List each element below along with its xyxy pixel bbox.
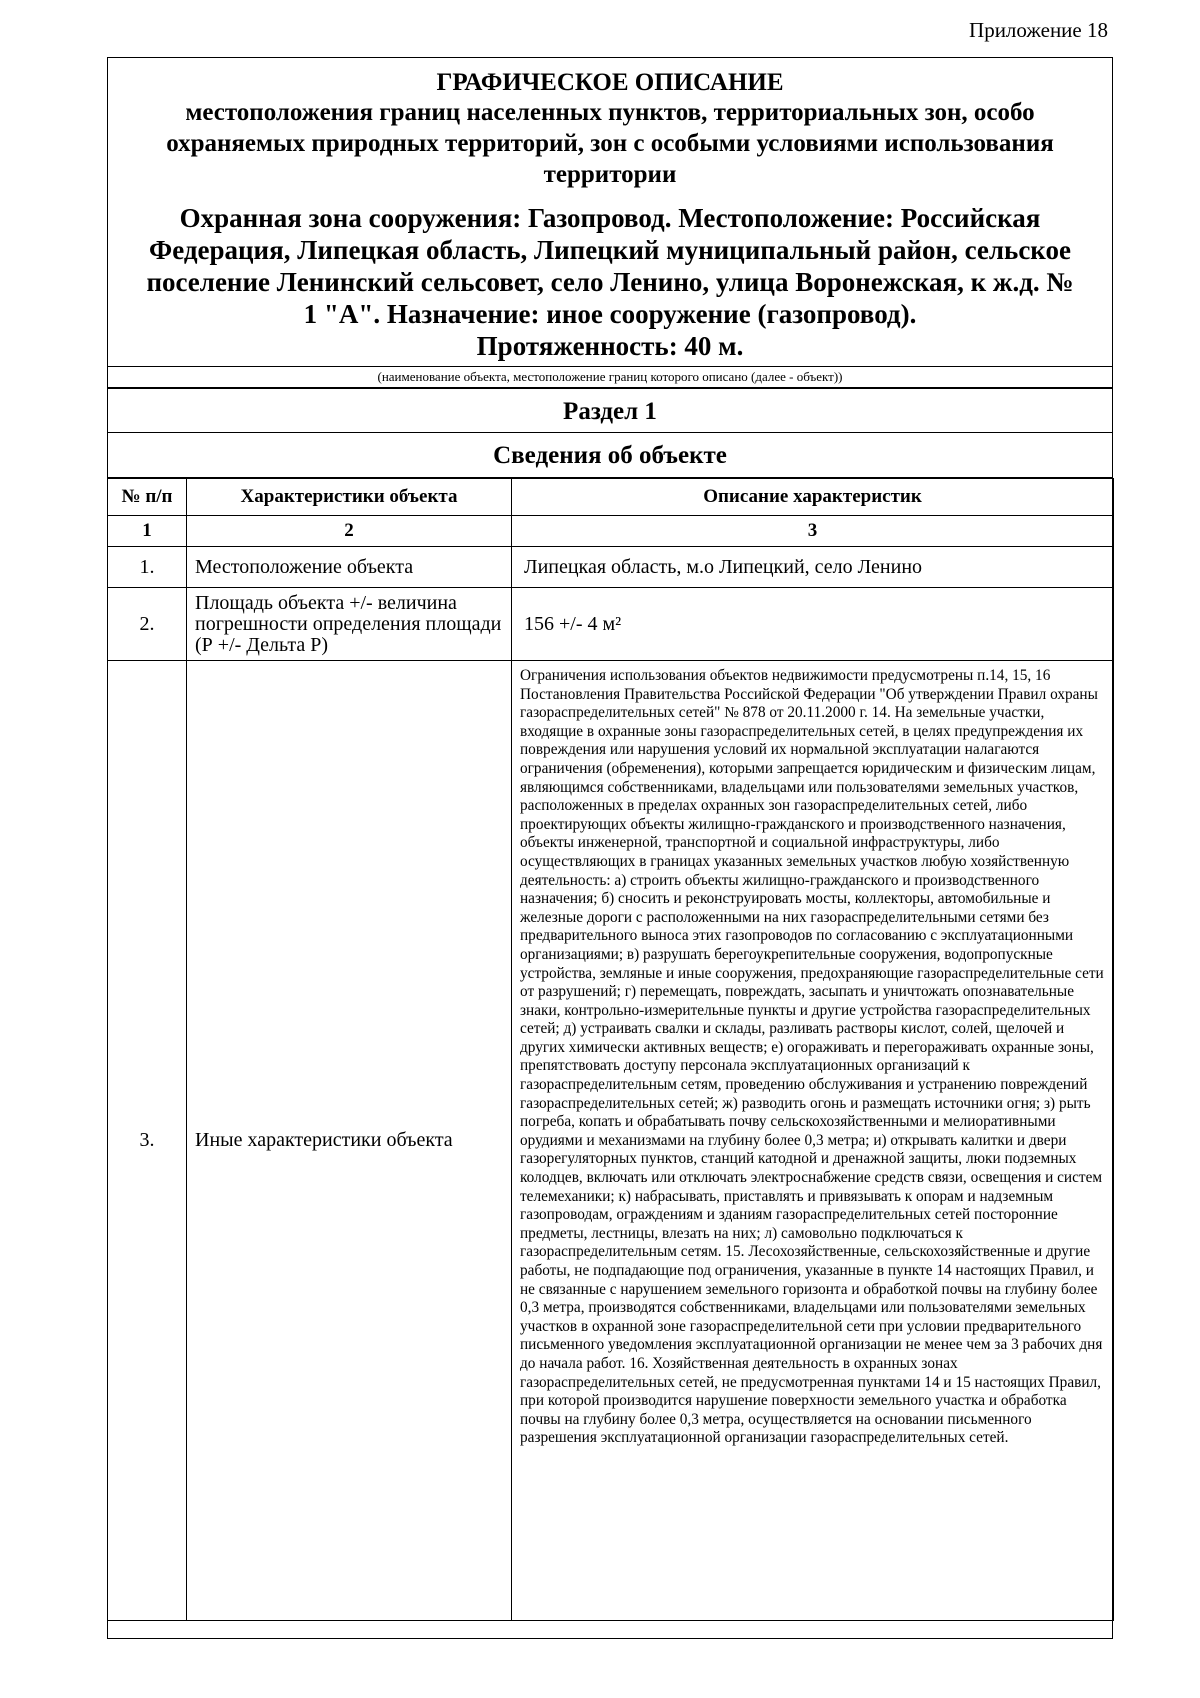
appendix-label: Приложение 18 [969, 18, 1108, 42]
object-length: Протяженность: 40 м. [476, 331, 744, 361]
row-num: 3. [108, 661, 187, 1621]
object-caption: (наименование объекта, местоположение границ которого описано (далее - объект)) [108, 366, 1112, 388]
row-value: Ограничения использования объектов недвижимости предусмотрены п.14, 15, 16 Постановления Правительства Российской Федерации "Об утверждении Правил охраны газораспределительных сетей" № 878 от 20.11.2000 г. 14. На земельные участки, входящие в охранные зоны газораспределительных сетей, в целях предупреждения их повреждения или нарушения условий их нормальной эксплуатации налагаются ограничения (обременения), которыми запрещается юридическим и физическим лицам, являющимся собственниками, владельцами или пользователями земельных участков, расположенных в пределах охранных зон газораспределительных сетей, либо проектирующих объекты жилищно-гражданского и производственного назначения, объекты инженерной, транспортной и социальной инфраструктуры, либо осуществляющих в границах указанных земельных участков любую хозяйственную деятельность: а) строить объекты жилищно-гражданского и производственного назначения; б) сносить и реконструировать мосты, коллекторы, автомобильные и железные дороги с расположенными на них газораспределительными сетями без предварительного выноса этих газопроводов по согласованию с эксплуатационными организациями; в) разрушать берегоукрепительные сооружения, водопропускные устройства, земляные и иные сооружения, предохраняющие газораспределительные сети от разрушений; г) перемещать, повреждать, засыпать и уничтожать опознавательные знаки, контрольно-измерительные пункты и другие устройства газораспределительных сетей; д) устраивать свалки и склады, разливать растворы кислот, солей, щелочей и других химически активных веществ; е) огораживать и перегораживать охранные зоны, препятствовать доступу персонала эксплуатационных организаций к газораспределительным сетям, проведению обслуживания и устранению повреждений газораспределительных сетей; ж) разводить огонь и размещать источники огня; з) рыть погреба, копать и обрабатывать почву сельскохозяйственными и мелиоративными орудиями и механизмами на глубину более 0,3 метра; и) открывать калитки и двери газорегуляторных пунктов, станций катодной и дренажной защиты, люки подземных колодцев, включать или отключать электроснабжение средств связи, освещения и систем телемеханики; к) набрасывать, приставлять и привязывать к опорам и надземным газопроводам, ограждениям и зданиям газораспределительных сетей посторонние предметы, лестницы, влезать на них; л) самовольно подключаться к газораспределительным сетям. 15. Лесохозяйственные, сельскохозяйственные и другие работы, не подпадающие под ограничения, указанные в пункте 14 настоящих Правил, и не связанные с нарушением земельного горизонта и обработкой почвы на глубину более 0,3 метра, производятся собственниками, владельцами или пользователями земельных участков в охранной зоне газораспределительной сети при условии предварительного письменного уведомления эксплуатационной организации не менее чем за 3 рабочих дня до начала работ. 16. Хозяйственная деятельность в охранных зонах газораспределительных сетей, не предусмотренная пунктами 14 и 15 настоящих Правил, при которой производится нарушение поверхности земельного участка и обработка почвы на глубину более 0,3 метра, осуществляется на основании письменного разрешения эксплуатационной организации газораспределительных сетей. [512, 661, 1114, 1621]
object-description: Охранная зона сооружения: Газопровод. Местоположение: Российская Федерация, Липецкая область, Липецкий муниципальный район, сельское поселение Ленинский сельсовет, село Ленино, улица Воронежская, к ж.д. № 1 "А". Назначение: иное сооружение (газопровод). [146, 203, 1074, 329]
column-number-row [108, 516, 1114, 547]
row-name: Площадь объекта +/- величина погрешности определения площади (Р +/- Дельта Р) [187, 588, 512, 661]
table-row [108, 547, 1114, 588]
row-value: Липецкая область, м.о Липецкий, село Ленино [512, 547, 1114, 588]
header-description: Описание характеристик [512, 479, 1114, 516]
header-characteristic: Характеристики объекта [187, 479, 512, 516]
column-number: 3 [512, 516, 1114, 547]
document-subtitle: местоположения границ населенных пунктов, территориальных зон, особо охраняемых природных территорий, зон с особыми условиями использования территории [166, 99, 1054, 188]
section-title: Сведения об объекте [108, 433, 1112, 478]
table-row [108, 588, 1114, 661]
row-num: 1. [108, 547, 187, 588]
column-number: 2 [187, 516, 512, 547]
row-num: 2. [108, 588, 187, 661]
row-name: Иные характеристики объекта [187, 661, 512, 1621]
document-title: ГРАФИЧЕСКОЕ ОПИСАНИЕ [436, 69, 784, 96]
document-frame [107, 57, 1113, 1639]
row-name: Местоположение объекта [187, 547, 512, 588]
section-label: Раздел 1 [108, 388, 1112, 433]
column-number: 1 [108, 516, 187, 547]
row-value: 156 +/- 4 м² [512, 588, 1114, 661]
object-info-table [107, 478, 1114, 1621]
header-num: № п/п [108, 479, 187, 516]
table-row [108, 661, 1114, 1621]
document-header [108, 58, 1112, 366]
table-header-row [108, 479, 1114, 516]
